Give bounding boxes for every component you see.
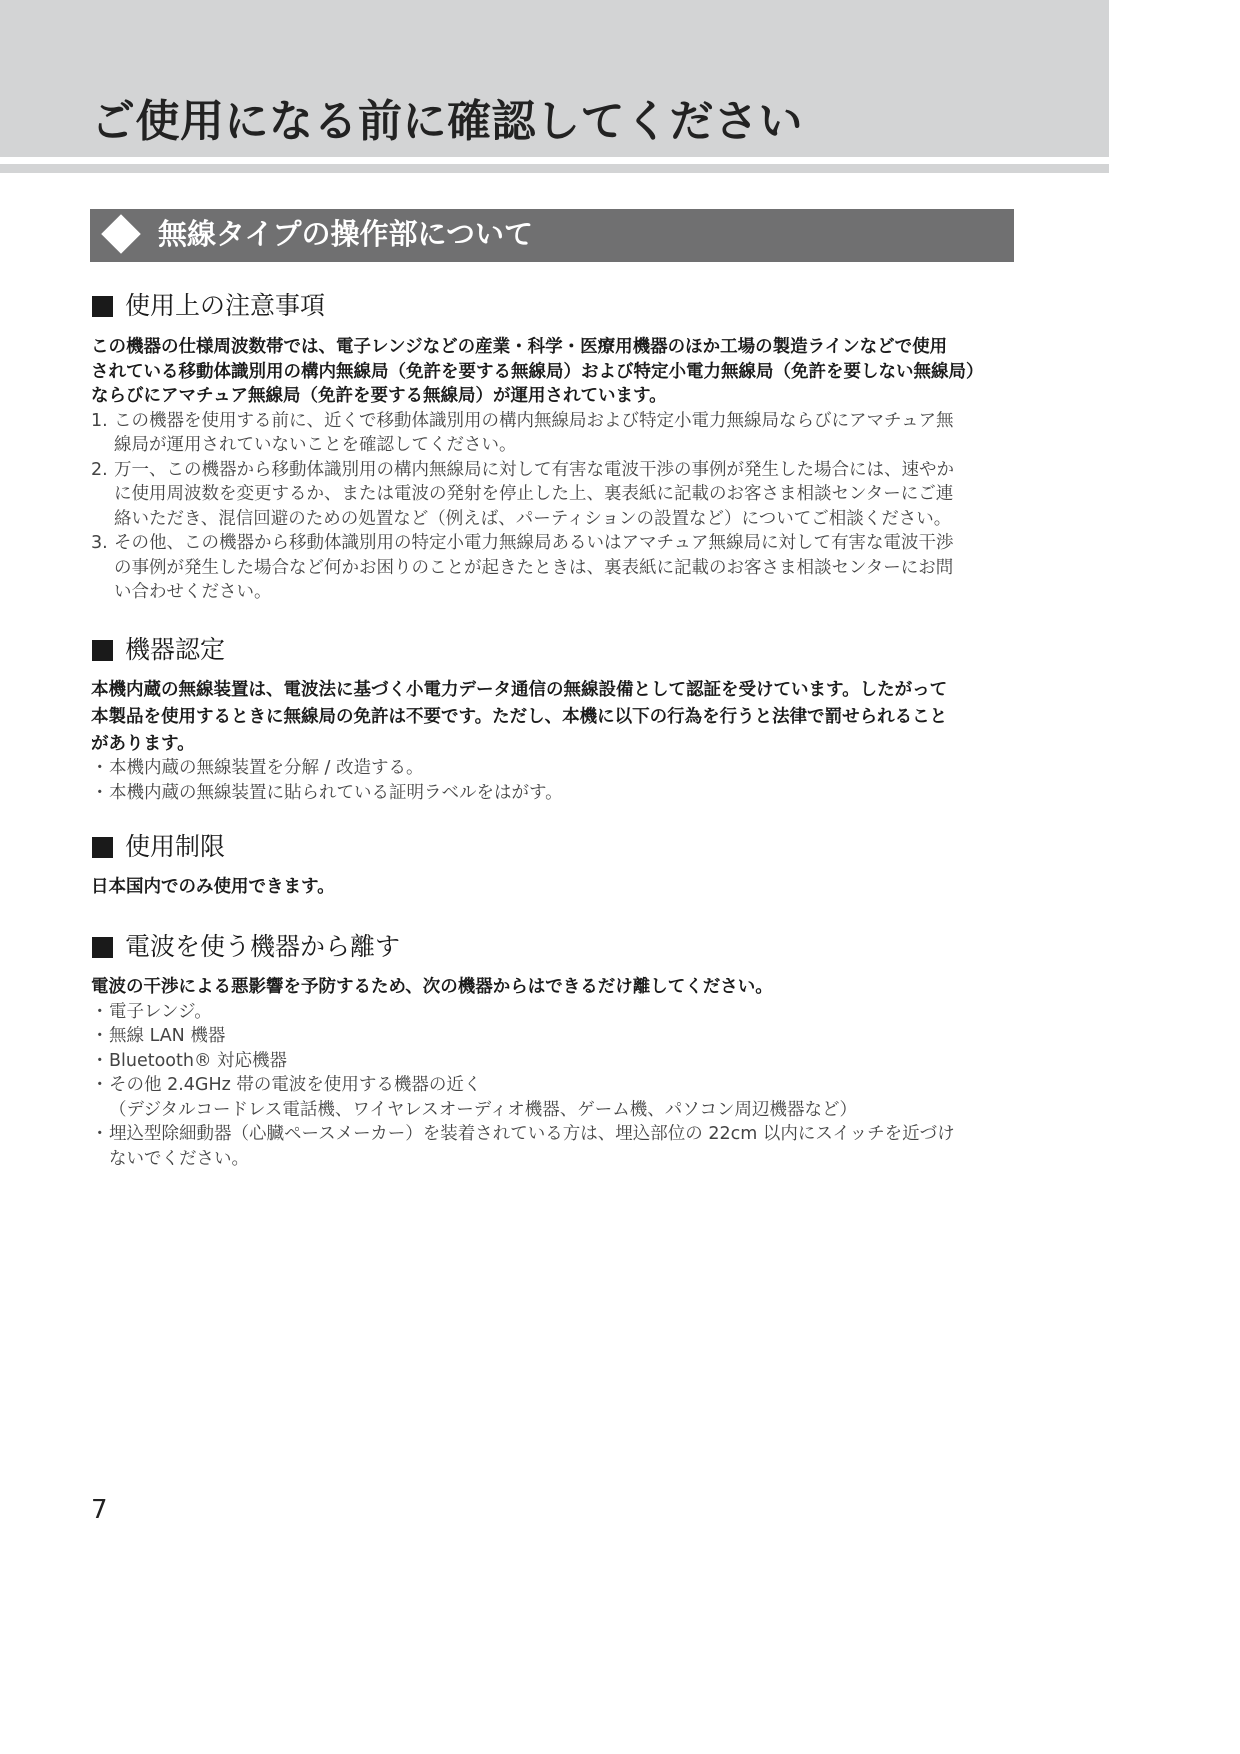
square-bullet-icon: [92, 296, 113, 317]
list-item: [91, 1049, 1016, 1074]
list-item-line: 絡いただき、混信回避のための処置など（例えば、パーティションの設置など）についてご相談ください。: [114, 508, 952, 529]
certification-lead-line: 本機内蔵の無線装置は、電波法に基づく小電力データ通信の無線設備として認証を受けています。したがって: [91, 680, 948, 700]
square-bullet-icon: [92, 640, 113, 661]
caution-list-item: [91, 409, 1016, 458]
list-item-line: この機器を使用する前に、近くで移動体識別用の構内無線局および特定小電力無線局ならびにアマチュア無: [114, 410, 954, 431]
certification-body: [91, 677, 1016, 805]
list-item-line: （デジタルコードレス電話機、ワイヤレスオーディオ機器、ゲーム機、パソコン周辺機器など）: [109, 1099, 857, 1120]
caution-list-item: [91, 458, 1016, 532]
list-item-text: 電子レンジ。: [109, 1001, 212, 1022]
list-item: [91, 1000, 1016, 1025]
separation-body: [91, 975, 1016, 1171]
list-item-text: [109, 1073, 857, 1122]
list-item-text: [114, 458, 954, 532]
list-item-text: Bluetooth® 対応機器: [109, 1050, 288, 1071]
section-banner-title: 無線タイプの操作部について: [158, 217, 533, 251]
list-item-line: い合わせください。: [114, 582, 272, 602]
restriction-body: [91, 875, 1016, 900]
restriction-lead: 日本国内でのみ使用できます。: [91, 877, 335, 897]
list-item: [91, 756, 1016, 781]
list-item: [91, 1122, 1016, 1171]
caution-lead-line: ならびにアマチュア無線局（免許を要する無線局）が運用されています。: [91, 386, 667, 406]
separation-heading-text: 電波を使う機器から離す: [125, 932, 401, 961]
bullet-mark: ・: [91, 1050, 109, 1071]
caution-lead-line: この機器の仕様周波数帯では、電子レンジなどの産業・科学・医療用機器のほか工場の製造ラインなどで使用: [91, 337, 948, 357]
bullet-mark: ・: [91, 758, 109, 778]
restriction-heading-text: 使用制限: [125, 832, 226, 861]
list-item-text: 本機内蔵の無線装置を分解 / 改造する。: [109, 758, 424, 778]
certification-lead-line: があります。: [91, 734, 195, 754]
list-item-line: その他 2.4GHz 帯の電波を使用する機器の近く: [109, 1075, 482, 1095]
list-item-text: [109, 1122, 955, 1171]
caution-lead: [91, 335, 1016, 409]
caution-list: [91, 409, 1016, 605]
page-number: 7: [91, 1495, 108, 1525]
bullet-mark: ・: [91, 1075, 109, 1095]
list-item-text: [114, 531, 953, 605]
restriction-heading: [92, 830, 225, 864]
caution-lead-line: されている移動体識別用の構内無線局（免許を要する無線局）および特定小電力無線局（免許を要しない無線局）: [91, 361, 984, 382]
list-item-text: 無線 LAN 機器: [109, 1026, 226, 1046]
separation-list: [91, 1000, 1016, 1172]
page-title: ご使用になる前に確認してください: [91, 96, 803, 147]
separation-heading: [92, 930, 400, 964]
list-item: [91, 781, 1016, 806]
caution-body: [91, 335, 1016, 605]
list-item-line: 万一、この機器から移動体識別用の構内無線局に対して有害な電波干渉の事例が発生した場合には、速やか: [114, 459, 954, 480]
list-item: [91, 1024, 1016, 1049]
list-number: 2.: [91, 459, 108, 480]
bullet-mark: ・: [91, 1026, 109, 1046]
list-item-line: の事例が発生した場合など何かお困りのことが起きたときは、裏表紙に記載のお客さま相談センターにお問: [114, 557, 954, 578]
list-item-line: その他、この機器から移動体識別用の特定小電力無線局あるいはアマチュア無線局に対して有害な電波干渉: [114, 533, 954, 553]
square-bullet-icon: [92, 937, 113, 958]
list-item-line: 線局が運用されていないことを確認してください。: [114, 435, 517, 455]
separation-lead: 電波の干渉による悪影響を予防するため、次の機器からはできるだけ離してください。: [91, 977, 773, 997]
caution-heading: [92, 289, 325, 323]
square-bullet-icon: [92, 837, 113, 858]
header-divider: [0, 164, 1109, 173]
certification-heading: [92, 633, 225, 667]
certification-heading-text: 機器認定: [125, 635, 226, 664]
certification-lead-line: 本製品を使用するときに無線局の免許は不要です。ただし、本機に以下の行為を行うと法律で罰せられること: [91, 707, 948, 727]
list-number: 1.: [91, 410, 108, 431]
list-item: [91, 1073, 1016, 1122]
list-item-line: 埋込型除細動器（心臓ペースメーカー）を装着されている方は、埋込部位の 22cm 以内にスイッチを近づけ: [109, 1124, 955, 1144]
certification-lead: [91, 677, 1016, 758]
list-item-line: ないでください。: [109, 1148, 249, 1169]
list-item-text: 本機内蔵の無線装置に貼られている証明ラベルをはがす。: [109, 782, 563, 803]
list-item-line: に使用周波数を変更するか、または電波の発射を停止した上、裏表紙に記載のお客さま相談センターにご連: [114, 484, 954, 504]
certification-list: [91, 756, 1016, 805]
list-item-text: [114, 409, 953, 458]
list-number: 3.: [91, 533, 108, 553]
bullet-mark: ・: [91, 1001, 109, 1022]
caution-heading-text: 使用上の注意事項: [125, 291, 326, 320]
bullet-mark: ・: [91, 782, 109, 803]
bullet-mark: ・: [91, 1124, 109, 1144]
caution-list-item: [91, 531, 1016, 605]
